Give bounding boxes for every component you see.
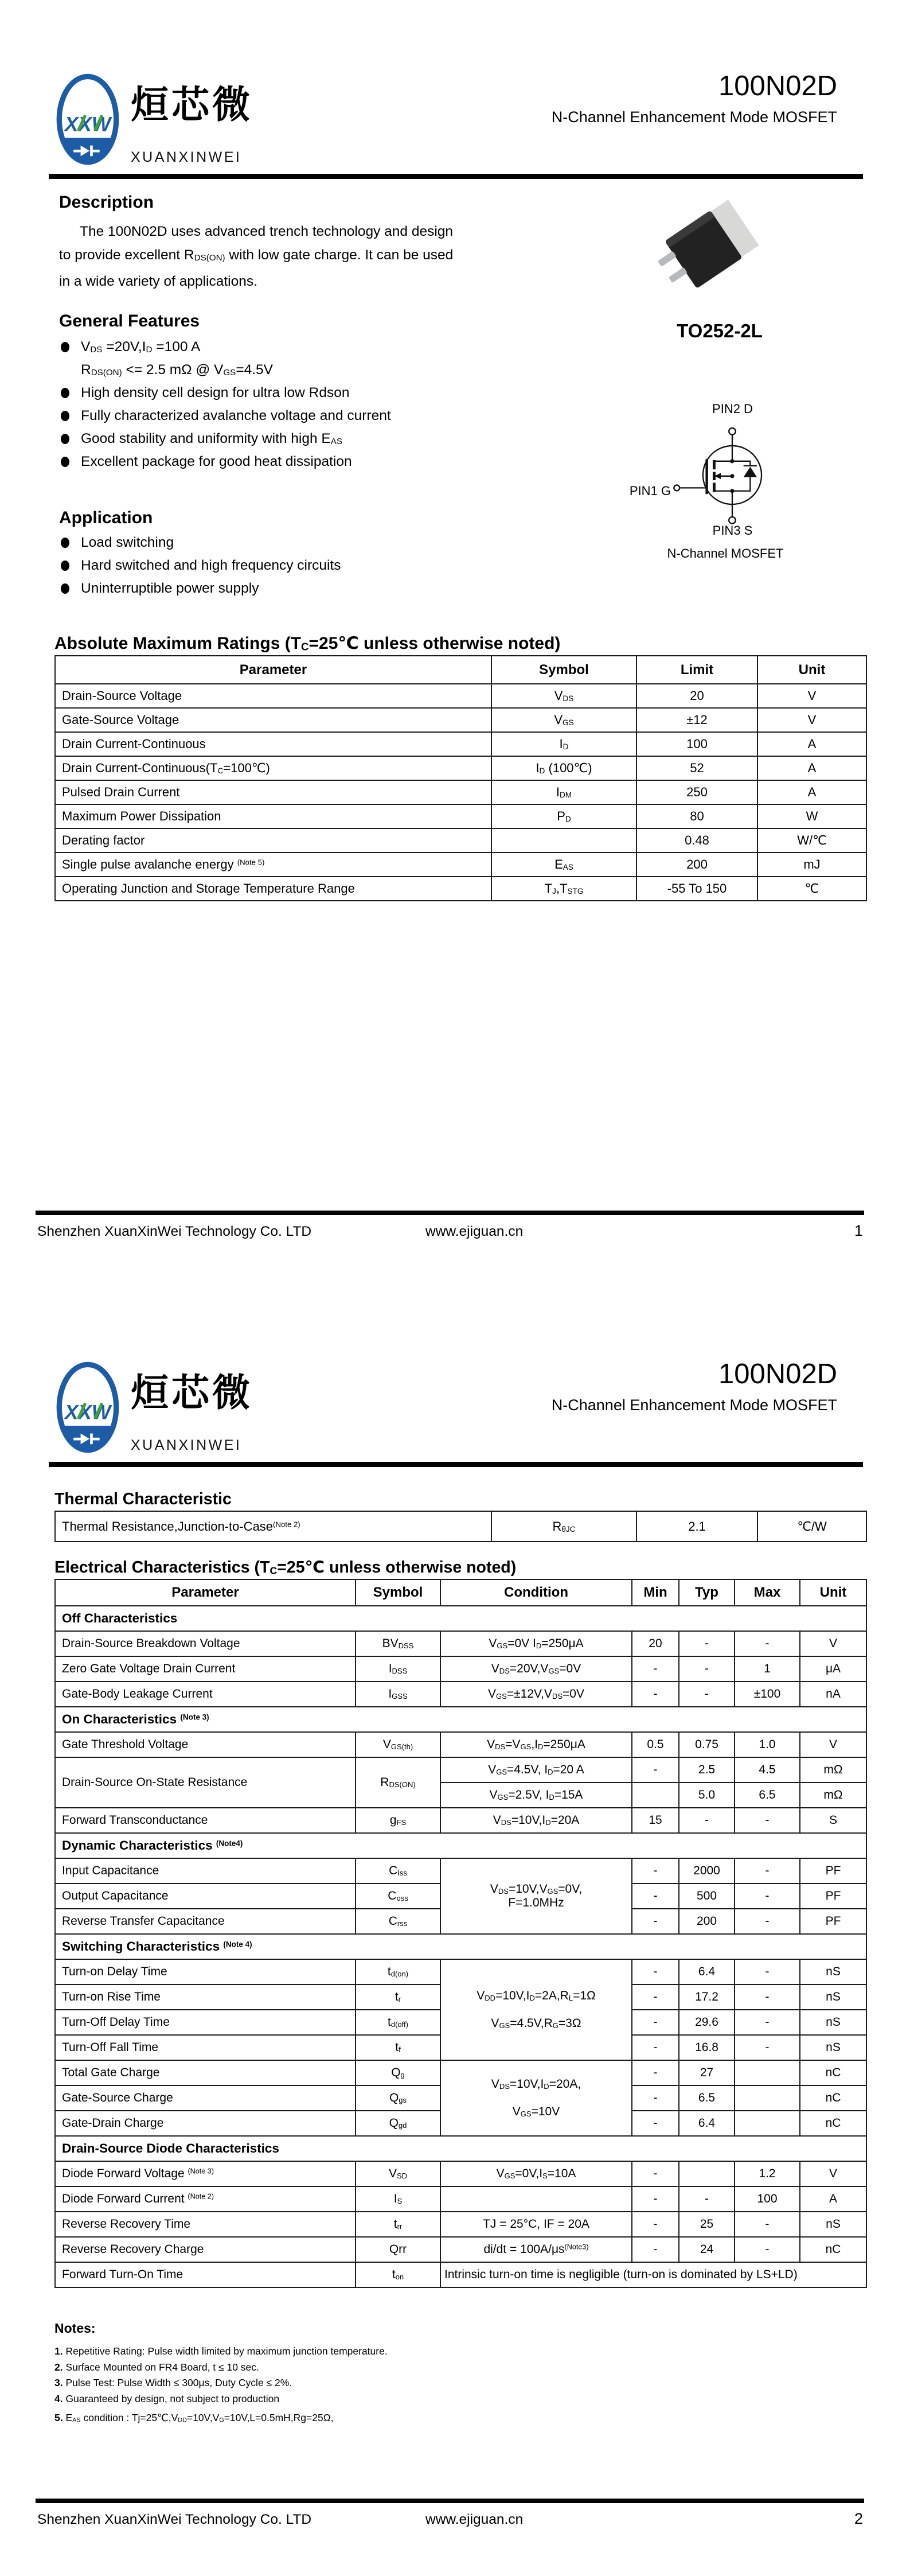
- notes-list: [54, 2344, 388, 2429]
- package-photo: [648, 194, 791, 297]
- application-list: [59, 531, 341, 600]
- table-row: Reverse Transfer Capacitance $C_{rss}$ - 200 - PF: [55, 1909, 866, 1934]
- thermal-table: [54, 1511, 867, 1542]
- list-item: $V_{DS} =20V,I_D =100$ A: [59, 336, 391, 359]
- table-row: Gate-Drain Charge $Q_{gd}$ - 6.4 nC: [55, 2111, 866, 2136]
- table-row: Drain Current-$Continuous(T_C=100℃)$ $I_D$ (100℃) 52 A: [55, 756, 866, 780]
- table-row: Single pulse avalanche energy $^{(Note 5)}$ $E_{AS}$ 200 mJ: [55, 853, 866, 877]
- table-row: Thermal Resistance,Junction-to-Case$^{(Note 2)}$ $R_{\theta JC}$ 2.1 ℃/W: [55, 1511, 866, 1542]
- table-row: Turn-Off Fall Time $t_f$ - 16.8 - nS: [55, 2035, 866, 2060]
- section-row: On Characteristics $^{(Note 3)}$: [55, 1707, 866, 1732]
- brand-name-english: XUANXINWEI: [131, 1437, 242, 1453]
- footer-divider: [36, 1211, 864, 1215]
- footer-website: www.ejiguan.cn: [425, 1224, 524, 1239]
- application-heading: Application: [59, 508, 153, 527]
- table-row: Total Gate Charge $Q_g$ $V_{DS}=10V,I_D=20A$, $V_{GS}=10V$ - 27 nC: [55, 2060, 866, 2085]
- abs-max-heading: Absolute Maximum Ratings ($T_C=25℃$ unless otherwise noted): [54, 634, 561, 653]
- brand-name-english: XUANXINWEI: [131, 149, 242, 165]
- col-unit: Unit: [757, 656, 866, 684]
- table-row: Turn-Off Delay Time $t_{d(off)}$ - 29.6 - nS: [55, 2010, 866, 2035]
- table-row: Reverse Recovery Time $t_{rr}$ TJ = 25°C, IF = 20A - 25 - nS: [55, 2212, 866, 2237]
- footer-company: Shenzhen XuanXinWei Technology Co. LTD: [37, 2512, 312, 2527]
- table-row: Zero Gate Voltage Drain Current $I_{DSS}$ $V_{DS}=20V,V_{GS}=0V$ - - 1 μA: [55, 1656, 866, 1682]
- col-limit: Limit: [636, 656, 757, 684]
- electrical-characteristics-table: [54, 1579, 867, 2288]
- table-row: $V_{GS}=2.5V$, $I_D=15A$ 5.0 6.5 mΩ: [55, 1783, 866, 1808]
- company-logo-icon: [54, 1359, 121, 1456]
- table-row: Derating factor 0.48 W/℃: [55, 828, 866, 853]
- page-subtitle: N-Channel Enhancement Mode MOSFET: [551, 108, 837, 126]
- mosfet-symbol: [668, 416, 791, 534]
- table-row: Drain-Source On-State Resistance $R_{DS(ON)}$ $V_{GS}=4.5V$, $I_D=20$ A - 2.5 4.5 mΩ: [55, 1757, 866, 1783]
- description-heading: Description: [59, 193, 154, 212]
- note-item: 1. Repetitive Rating: Pulse width limited by maximum junction temperature.: [54, 2345, 388, 2357]
- note-item: 2. Surface Mounted on FR4 Board, t ≤ 10 sec.: [54, 2361, 259, 2373]
- section-row: Dynamic Characteristics $^{(Note4)}$: [55, 1833, 866, 1858]
- pin3-label: PIN3 S: [712, 523, 753, 538]
- list-item: Good stability and uniformity with high $E_{AS}$: [59, 427, 391, 450]
- electrical-heading: Electrical Characteristics ($T_C=25℃$ unless otherwise noted): [54, 1558, 517, 1577]
- note-item: 4. Guaranteed by design, not subject to production: [54, 2392, 280, 2404]
- header-divider: [49, 174, 863, 179]
- list-item: Fully characterized avalanche voltage and current: [59, 404, 391, 427]
- list-item: Hard switched and high frequency circuits: [59, 554, 341, 577]
- table-row: Gate-Body Leakage Current $I_{GSS}$ $V_{GS}=\pm 12V,V_{DS}=0V$ - - ±100 nA: [55, 1682, 866, 1707]
- col-typ: Typ: [679, 1579, 735, 1606]
- table-row: Turn-on Delay Time $t_{d(on)}$ $V_{DD}=10V,I_D=2A,R_L=1\Omega$ $V_{GS}=4.5V,R_G=3\Omega$ - 6.4 - nS: [55, 1959, 866, 1984]
- logo-monogram: XXW: [64, 1401, 111, 1424]
- table-row: Drain-Source Voltage $V_{DS}$ 20 V: [55, 684, 866, 708]
- table-row: Maximum Power Dissipation $P_D$ 80 W: [55, 804, 866, 828]
- page-number: 1: [854, 1222, 863, 1239]
- section-row: Drain-Source Diode Characteristics: [55, 2136, 866, 2161]
- list-item: Load switching: [59, 531, 341, 554]
- notes-heading: Notes:: [54, 2321, 96, 2336]
- table-header-row: [55, 1579, 866, 1606]
- part-number: 100N02D: [718, 1359, 837, 1390]
- features-heading: General Features: [59, 312, 200, 330]
- col-parameter: Parameter: [55, 1579, 356, 1606]
- list-item: Excellent package for good heat dissipation: [59, 450, 391, 473]
- table-row: Input Capacitance $C_{Iss}$ $V_{DS}=10V,V_{GS}=0V$, F=1.0MHz - 2000 - PF: [55, 1858, 866, 1884]
- absolute-maximum-ratings-table: [54, 655, 867, 901]
- note-item: 3. Pulse Test: Pulse Width ≤ 300μs, Duty Cycle ≤ 2%.: [54, 2377, 292, 2388]
- col-symbol: Symbol: [491, 656, 636, 684]
- package-name: TO252-2L: [677, 320, 763, 341]
- table-row: Forward Turn-On Time $t_{on}$ Intrinsic turn-on time is negligible (turn-on is dominated by LS+LD): [55, 2262, 866, 2287]
- table-row: Output Capacitance $C_{oss}$ - 500 - PF: [55, 1884, 866, 1909]
- list-item: High density cell design for ultra low Rdson: [59, 382, 391, 404]
- table-row: Gate Threshold Voltage $V_{GS(th)}$ $V_{DS}=V_{GS},I_D=250\mu A$ 0.5 0.75 1.0 V: [55, 1732, 866, 1757]
- table-header-row: [55, 656, 866, 684]
- thermal-heading: Thermal Characteristic: [54, 1490, 232, 1508]
- note-item: 5. $E_{AS}$ condition : $Tj=25℃,V_{DD}=10V,V_G=10V,L=0.5mH,Rg=25\Omega$,: [54, 2412, 334, 2424]
- brand-name-chinese: 烜芯微: [131, 83, 253, 127]
- page-number: 2: [854, 2510, 863, 2527]
- table-row: Drain-Source Breakdown Voltage $BV_{DSS}$ $V_{GS}=0V$ $I_D=250\mu A$ 20 - - V: [55, 1631, 866, 1656]
- logo-monogram: XXW: [64, 113, 111, 136]
- brand-name-chinese: 烜芯微: [131, 1371, 253, 1415]
- footer-website: www.ejiguan.cn: [425, 2512, 524, 2527]
- table-row: Gate-Source Charge $Q_{gs}$ - 6.5 nC: [55, 2085, 866, 2111]
- table-row: Diode Forward Current $^{(Note 2)}$ $I_S$ - - 100 A: [55, 2186, 866, 2212]
- footer-company: Shenzhen XuanXinWei Technology Co. LTD: [37, 1224, 312, 1239]
- pin2-label: PIN2 D: [712, 402, 753, 416]
- list-item: Uninterruptible power supply: [59, 577, 341, 600]
- table-row: Diode Forward Voltage $^{(Note 3)}$ $V_{SD}$ $V_{GS}=0V,I_S=10A$ - 1.2 V: [55, 2161, 866, 2186]
- col-unit: Unit: [800, 1579, 866, 1606]
- col-parameter: Parameter: [55, 656, 491, 684]
- section-row: Switching Characteristics $^{(Note 4)}$: [55, 1934, 866, 1959]
- header-divider: [49, 1462, 863, 1467]
- list-item: $R_{DS(ON)} <= 2.5$ mΩ @ $V_{GS}=4.5V$: [81, 362, 274, 378]
- table-row: Turn-on Rise Time $t_r$ - 17.2 - nS: [55, 1984, 866, 2010]
- pin1-label: PIN1 G: [629, 484, 671, 498]
- col-symbol: Symbol: [356, 1579, 440, 1606]
- col-max: Max: [735, 1579, 800, 1606]
- col-min: Min: [632, 1579, 679, 1606]
- table-row: Reverse Recovery Charge Qrr $di/dt = 100A/\mu s^{(Note3)}$ - 24 - nC: [55, 2237, 866, 2262]
- features-list: [59, 336, 391, 473]
- table-row: Gate-Source Voltage $V_{GS}$ ±12 V: [55, 708, 866, 732]
- table-row: Forward Transconductance $g_{FS}$ $V_{DS}=10V,I_D=20A$ 15 - - S: [55, 1808, 866, 1833]
- datasheet-page-2: [0, 1288, 910, 2576]
- part-number: 100N02D: [718, 71, 837, 102]
- table-row: Pulsed Drain Current $I_{DM}$ 250 A: [55, 780, 866, 804]
- section-row: Off Characteristics: [55, 1606, 866, 1631]
- table-row: Operating Junction and Storage Temperature Range $T_J,T_{STG}$ -55 To 150 ℃: [55, 877, 866, 901]
- mosfet-symbol-caption: N-Channel MOSFET: [667, 546, 784, 561]
- footer-divider: [36, 2499, 864, 2503]
- col-condition: Condition: [440, 1579, 632, 1606]
- table-row: Drain Current-Continuous $I_D$ 100 A: [55, 732, 866, 756]
- description-body: The 100N02D uses advanced trench technology and design to provide excellent $R_{DS(ON)}$ with low gate charge. It can be used in a wide variety of applications.: [59, 224, 454, 290]
- page-subtitle: N-Channel Enhancement Mode MOSFET: [551, 1396, 837, 1414]
- company-logo-icon: [54, 71, 121, 168]
